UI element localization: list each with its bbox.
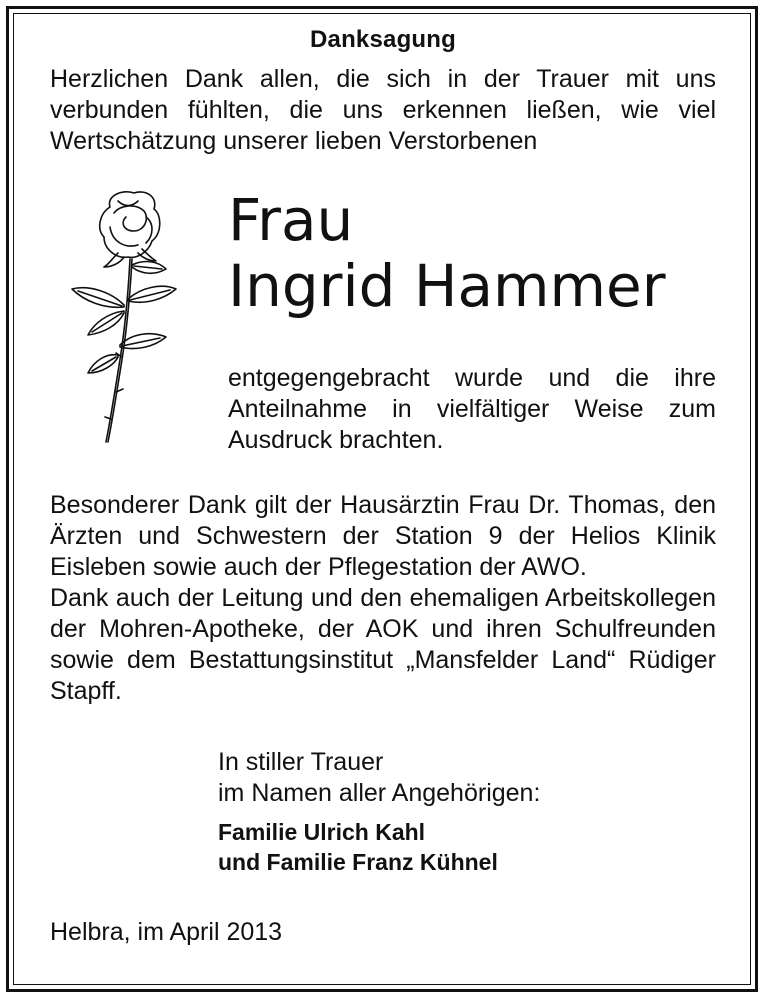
name-full: Ingrid Hammer (228, 252, 666, 320)
intro-text: Herzlichen Dank allen, die sich in der Trauer mit uns verbunden fühlten, die uns erkennen ließen, wie viel Wertschätzung unserer lieben Verstorbenen (50, 65, 716, 155)
family-2: und Familie Franz Kühnel (218, 849, 498, 875)
name-column (228, 187, 716, 456)
family-1: Familie Ulrich Kahl (218, 819, 426, 845)
heading: Danksagung (309, 26, 457, 53)
name-block (50, 187, 716, 456)
sign-line-1: In stiller Trauer (218, 748, 384, 776)
sign-line-2: im Namen aller Angehörigen: (218, 779, 541, 807)
thanks-colleagues: Dank auch der Leitung und den ehemaligen Arbeitskollegen der Mohren-Apotheke, der AOK und ihren Schulfreunden sowie dem Bestattungsinstitut „Mansfelder Land“ Rüdiger Stapff. (50, 584, 716, 705)
place-date: Helbra, im April 2013 (50, 918, 283, 946)
thanks-doctors: Besonderer Dank gilt der Hausärztin Frau Dr. Thomas, den Ärzten und Schwestern der Station 9 der Helios Klinik Eisleben sowie auch der Pflegestation der AWO. (50, 491, 716, 581)
families-block (218, 817, 716, 877)
signature-block (218, 747, 716, 809)
rose-icon (58, 187, 208, 447)
after-name-text: entgegengebracht wurde und die ihre Anteilnahme in vielfältiger Weise zum Ausdruck brachten. (228, 364, 716, 454)
notice-content (50, 20, 716, 948)
name-title: Frau (228, 186, 354, 254)
